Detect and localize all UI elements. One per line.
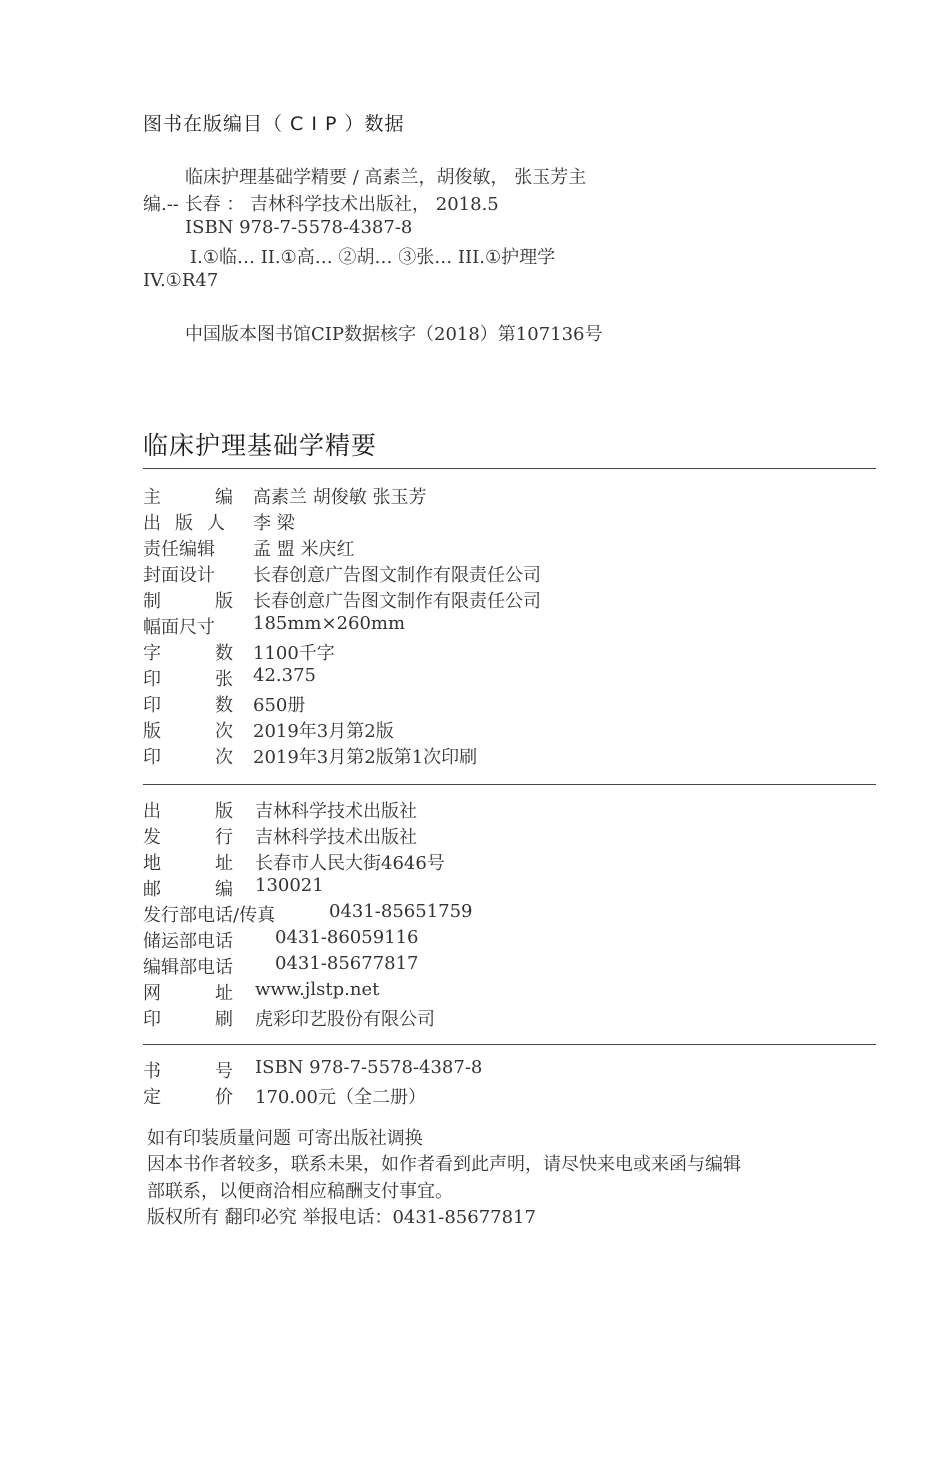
- cip-heading: 图书在版编目（ C I P ）数据: [143, 113, 405, 135]
- publisher-value: 130021: [255, 875, 324, 896]
- publisher-label: 储运部电话: [143, 931, 233, 952]
- credit-label: 责任编辑: [143, 539, 215, 560]
- cip-line-6: 中国版本图书馆CIP数据核字（2018）第107136号: [185, 324, 603, 345]
- credit-value: 高素兰 胡俊敏 张玉芳: [253, 487, 427, 508]
- credit-value: 2019年3月第2版第1次印刷: [253, 747, 478, 768]
- credit-value: 1100千字: [253, 643, 335, 664]
- credit-label: 版 次: [143, 721, 233, 742]
- book-title: 临床护理基础学精要: [143, 431, 378, 460]
- credit-value: 2019年3月第2版: [253, 721, 394, 742]
- divider: [143, 784, 876, 785]
- divider: [143, 1044, 876, 1045]
- credit-label: 印 数: [143, 695, 233, 716]
- credit-label: 封面设计: [143, 565, 215, 586]
- credit-value: 长春创意广告图文制作有限责任公司: [253, 591, 541, 612]
- publisher-value: 吉林科学技术出版社: [255, 801, 417, 822]
- credit-label: 印 张: [143, 669, 233, 690]
- publisher-value: 虎彩印艺股份有限公司: [255, 1009, 435, 1030]
- credit-value: 650册: [253, 695, 306, 716]
- notice-line: 部联系，以便商洽相应稿酬支付事宜。: [147, 1181, 453, 1202]
- cip-line-1: 临床护理基础学精要 / 高素兰，胡俊敏， 张玉芳主: [185, 167, 587, 188]
- credit-value: 孟 盟 米庆红: [253, 539, 355, 560]
- cip-line-2: 编.-- 长春 ： 吉林科学技术出版社， 2018.5: [143, 194, 499, 215]
- divider: [143, 468, 876, 469]
- pricing-label: 定 价: [143, 1087, 233, 1108]
- pricing-value: ISBN 978-7-5578-4387-8: [255, 1057, 483, 1078]
- notice-line: 如有印装质量问题 可寄出版社调换: [147, 1128, 423, 1149]
- publisher-value: 0431-85651759: [329, 901, 473, 922]
- publisher-label: 印 刷: [143, 1009, 233, 1030]
- publisher-label: 编辑部电话: [143, 957, 233, 978]
- publisher-value: www.jlstp.net: [255, 979, 380, 1000]
- publisher-value: 长春市人民大街4646号: [255, 853, 445, 874]
- credit-label: 幅面尺寸: [143, 617, 215, 638]
- notice-line: 因本书作者较多，联系未果，如作者看到此声明，请尽快来电或来函与编辑: [147, 1154, 741, 1175]
- credit-value: 长春创意广告图文制作有限责任公司: [253, 565, 541, 586]
- credit-label: 制 版: [143, 591, 233, 612]
- credit-label: 主 编: [143, 487, 233, 508]
- publisher-value: 吉林科学技术出版社: [255, 827, 417, 848]
- cip-line-4: I.①临… II.①高… ②胡… ③张… III.①护理学: [190, 247, 556, 268]
- publisher-label: 发 行: [143, 827, 233, 848]
- credit-value: 李 梁: [253, 513, 295, 534]
- publisher-label: 出 版: [143, 801, 233, 822]
- cip-line-3: ISBN 978-7-5578-4387-8: [185, 217, 413, 238]
- credit-label: 出 版 人: [143, 513, 225, 534]
- publisher-value: 0431-86059116: [275, 927, 419, 948]
- pricing-value: 170.00元（全二册）: [255, 1087, 426, 1108]
- publisher-label: 邮 编: [143, 879, 233, 900]
- credit-value: 185mm×260mm: [253, 613, 406, 634]
- publisher-label: 网 址: [143, 983, 233, 1004]
- credit-label: 印 次: [143, 747, 233, 768]
- publisher-label: 发行部电话/传真: [143, 905, 276, 926]
- publisher-value: 0431-85677817: [275, 953, 419, 974]
- cip-line-5: IV.①R47: [143, 270, 219, 291]
- credit-value: 42.375: [253, 665, 316, 686]
- notice-line: 版权所有 翻印必究 举报电话：0431-85677817: [147, 1207, 536, 1228]
- pricing-label: 书 号: [143, 1061, 233, 1082]
- credit-label: 字 数: [143, 643, 233, 664]
- publisher-label: 地 址: [143, 853, 233, 874]
